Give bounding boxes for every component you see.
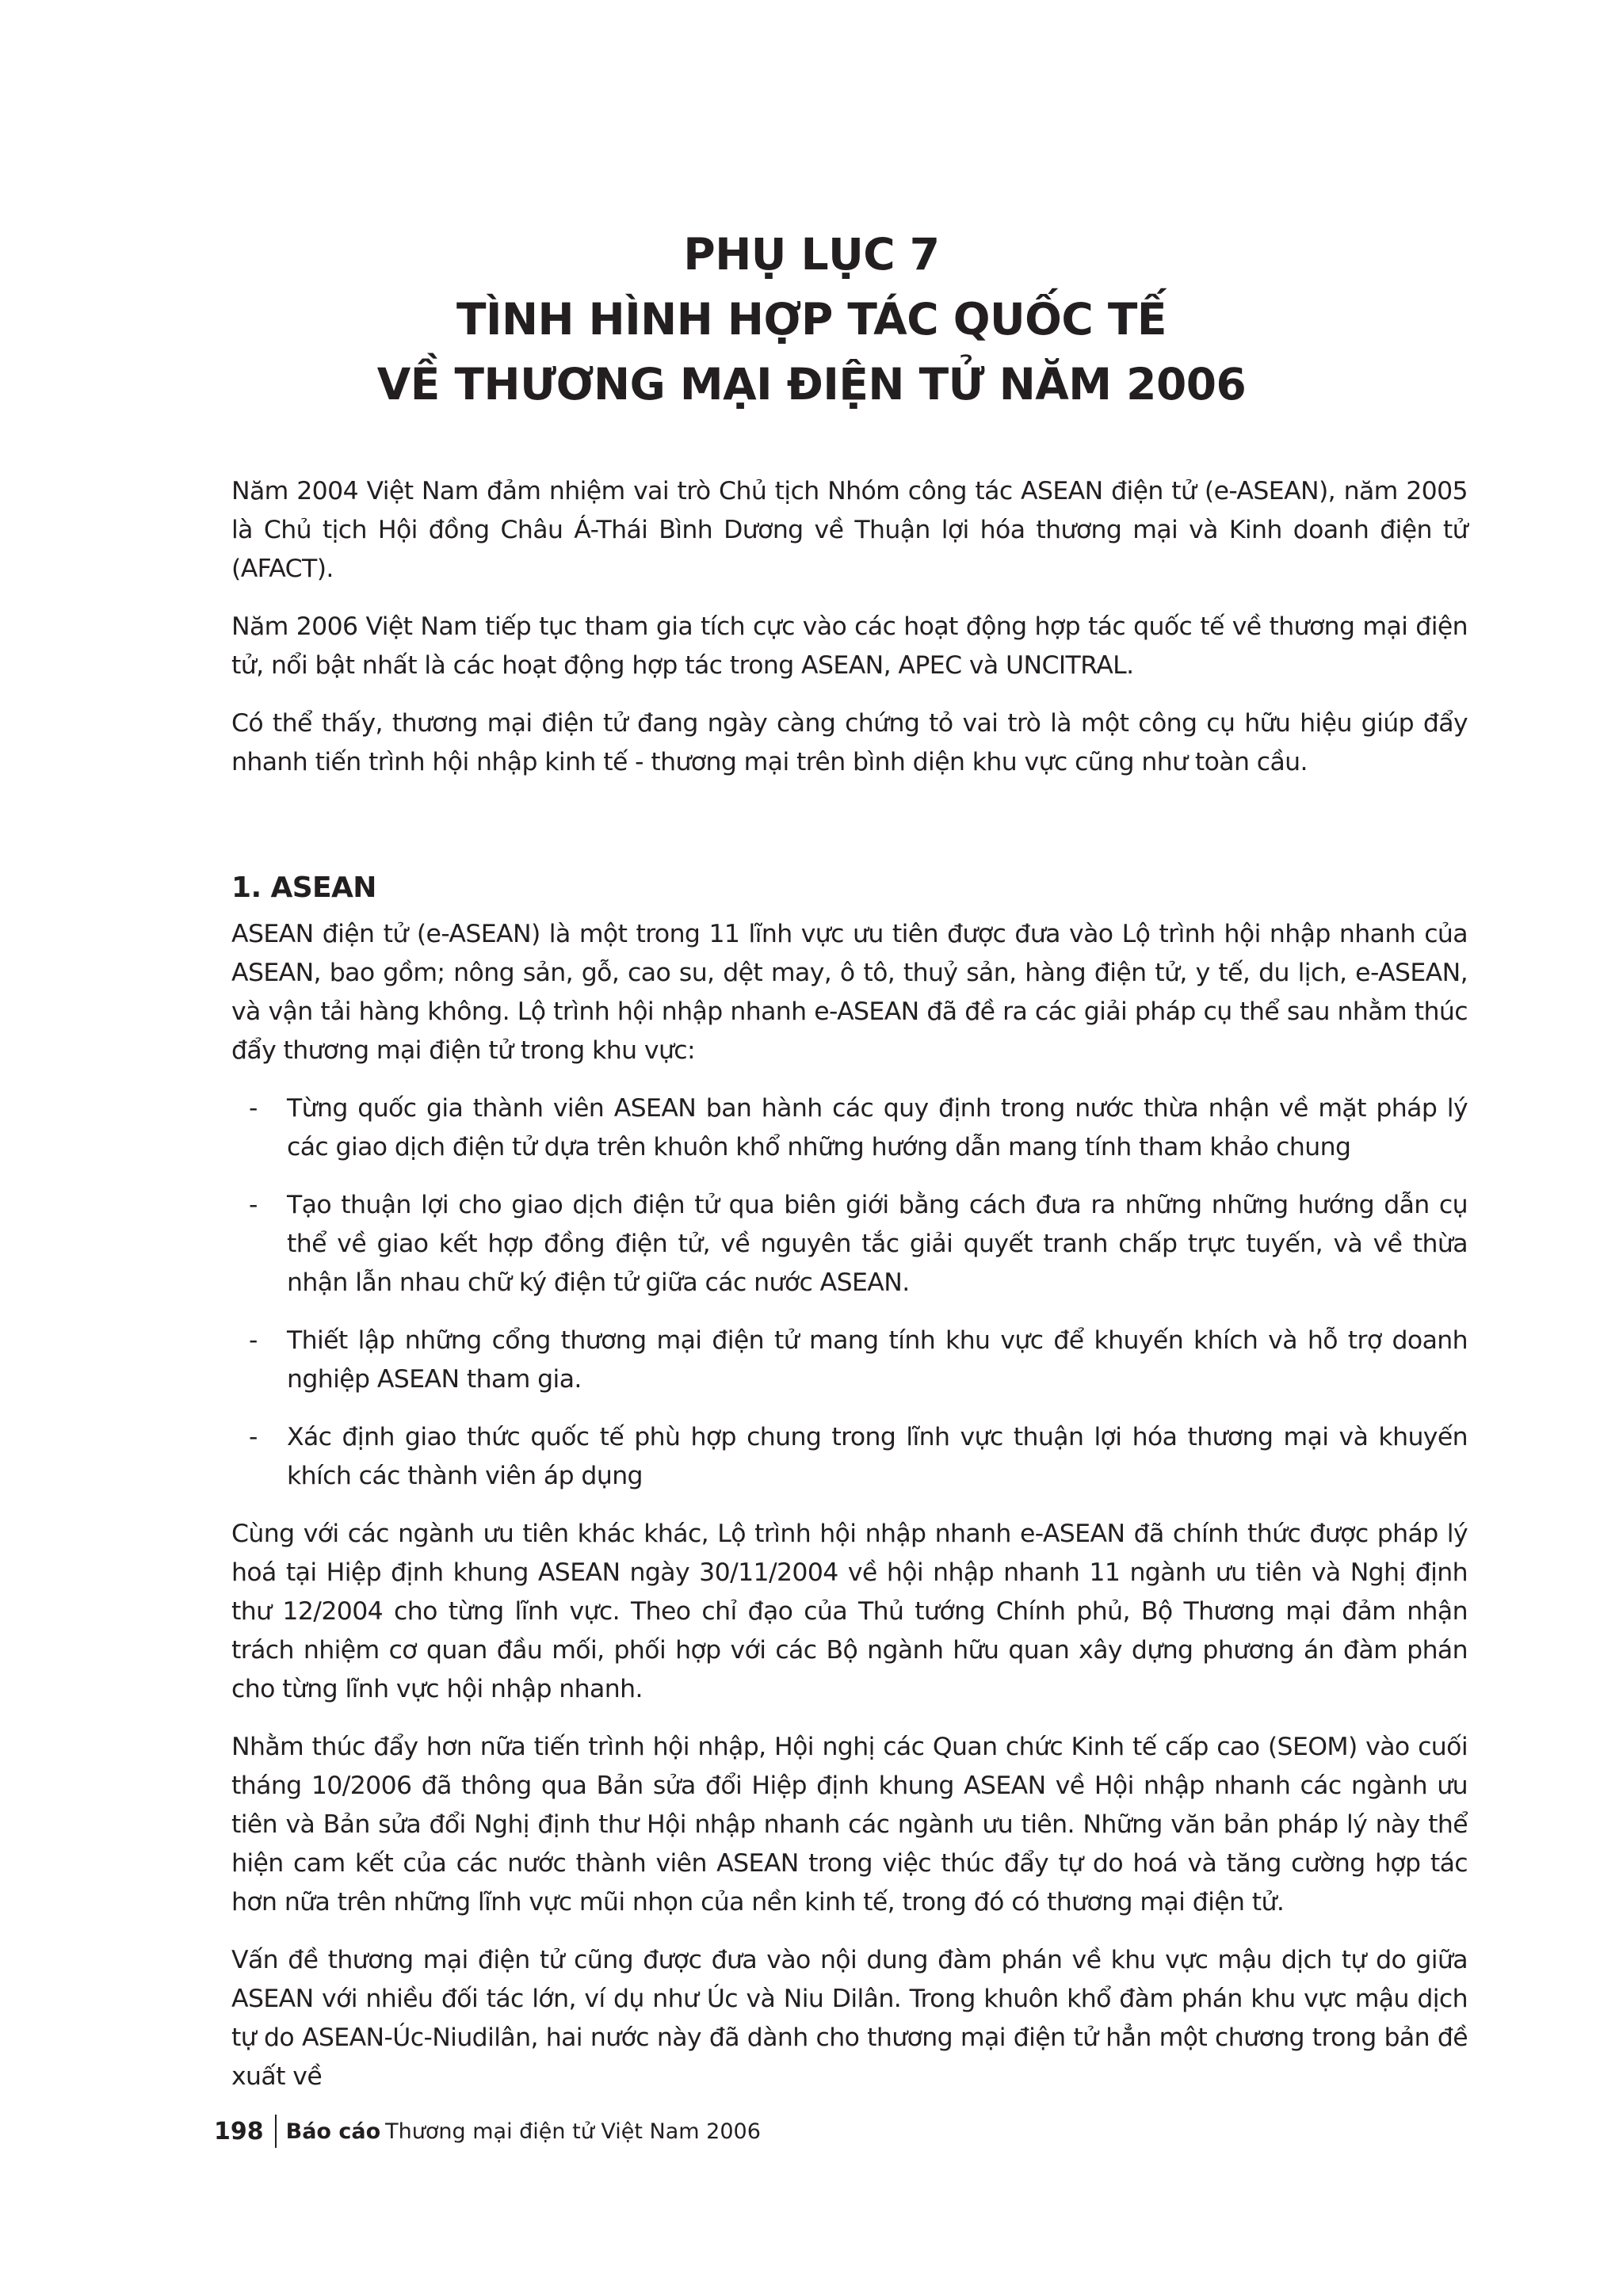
list-item-text: Thiết lập những cổng thương mại điện tử mang tính khu vực để khuyến khích và hỗ trợ doanh nghiệp ASEAN tham gia. (287, 1326, 1468, 1394)
bullet-marker: - (249, 1191, 258, 1219)
title-line-1: PHỤ LỤC 7 (683, 229, 940, 280)
section-heading-asean: 1. ASEAN (231, 871, 376, 904)
footer-divider (275, 2115, 277, 2148)
bullet-marker: - (249, 1423, 258, 1451)
document-body (231, 472, 1468, 2115)
asean-solutions-list (231, 1089, 1468, 1496)
page-title (0, 222, 1623, 417)
list-item (249, 1418, 1468, 1496)
intro-paragraph-2: Năm 2006 Việt Nam tiếp tục tham gia tích cực vào các hoạt động hợp tác quốc tế về thương mại điện tử, nổi bật nhất là các hoạt động hợp tác trong ASEAN, APEC và UNCITRAL. (231, 612, 1468, 680)
title-line-3: VỀ THƯƠNG MẠI ĐIỆN TỬ NĂM 2006 (376, 359, 1247, 410)
footer-report-label: Báo cáo (285, 2119, 381, 2144)
intro-paragraph-3: Có thể thấy, thương mại điện tử đang ngày càng chứng tỏ vai trò là một công cụ hữu hiệu giúp đẩy nhanh tiến trình hội nhập kinh tế - thương mại trên bình diện khu vực cũng như toàn cầu. (231, 709, 1468, 776)
asean-paragraph-4: Vấn đề thương mại điện tử cũng được đưa vào nội dung đàm phán về khu vực mậu dịch tự do giữa ASEAN với nhiều đối tác lớn, ví dụ như Úc và Niu Dilân. Trong khuôn khổ đàm phán khu vực mậu dịch tự do ASEAN-Úc-Niudilân, hai nước này đã dành cho thương mại điện tử hẳn một chương trong bản đề xuất về (231, 1946, 1468, 2091)
asean-paragraph-2: Cùng với các ngành ưu tiên khác khác, Lộ trình hội nhập nhanh e-ASEAN đã chính thức được pháp lý hoá tại Hiệp định khung ASEAN ngày 30/11/2004 về hội nhập nhanh 11 ngành ưu tiên và Nghị định thư 12/2004 cho từng lĩnh vực. Theo chỉ đạo của Thủ tướng Chính phủ, Bộ Thương mại đảm nhận trách nhiệm cơ quan đầu mối, phối hợp với các Bộ ngành hữu quan xây dựng phương án đàm phán cho từng lĩnh vực hội nhập nhanh. (231, 1520, 1468, 1703)
asean-paragraph-3: Nhằm thúc đẩy hơn nữa tiến trình hội nhập, Hội nghị các Quan chức Kinh tế cấp cao (SEOM) vào cuối tháng 10/2006 đã thông qua Bản sửa đổi Hiệp định khung ASEAN về Hội nhập nhanh các ngành ưu tiên và Bản sửa đổi Nghị định thư Hội nhập nhanh các ngành ưu tiên. Những văn bản pháp lý này thể hiện cam kết của các nước thành viên ASEAN trong việc thúc đẩy tự do hoá và tăng cường hợp tác hơn nữa trên những lĩnh vực mũi nhọn của nền kinh tế, trong đó có thương mại điện tử. (231, 1733, 1468, 1917)
list-item-text: Từng quốc gia thành viên ASEAN ban hành các quy định trong nước thừa nhận về mặt pháp lý các giao dịch điện tử dựa trên khuôn khổ những hướng dẫn mang tính tham khảo chung (287, 1094, 1468, 1161)
list-item (249, 1089, 1468, 1167)
list-item-text: Xác định giao thức quốc tế phù hợp chung trong lĩnh vực thuận lợi hóa thương mại và khuyến khích các thành viên áp dụng (287, 1423, 1468, 1490)
list-item (249, 1322, 1468, 1399)
list-item-text: Tạo thuận lợi cho giao dịch điện tử qua biên giới bằng cách đưa ra những những hướng dẫn cụ thể về giao kết hợp đồng điện tử, về nguyên tắc giải quyết tranh chấp trực tuyến, và về thừa nhận lẫn nhau chữ ký điện tử giữa các nước ASEAN. (287, 1191, 1468, 1297)
bullet-marker: - (249, 1094, 258, 1123)
asean-paragraph-1: ASEAN điện tử (e-ASEAN) là một trong 11 lĩnh vực ưu tiên được đưa vào Lộ trình hội nhập nhanh của ASEAN, bao gồm; nông sản, gỗ, cao su, dệt may, ô tô, thuỷ sản, hàng điện tử, y tế, du lịch, e-ASEAN, và vận tải hàng không. Lộ trình hội nhập nhanh e-ASEAN đã đề ra các giải pháp cụ thể sau nhằm thúc đẩy thương mại điện tử trong khu vực: (231, 920, 1468, 1065)
intro-paragraph-1: Năm 2004 Việt Nam đảm nhiệm vai trò Chủ tịch Nhóm công tác ASEAN điện tử (e-ASEAN), năm 2005 là Chủ tịch Hội đồng Châu Á-Thái Bình Dương về Thuận lợi hóa thương mại và Kinh doanh điện tử (AFACT). (231, 477, 1468, 583)
list-item (249, 1186, 1468, 1302)
title-line-2: TÌNH HÌNH HỢP TÁC QUỐC TẾ (456, 294, 1167, 345)
page-number: 198 (214, 2117, 264, 2145)
page-footer (214, 2114, 761, 2149)
footer-report-title: Thương mại điện tử Việt Nam 2006 (385, 2119, 761, 2144)
bullet-marker: - (249, 1326, 258, 1355)
